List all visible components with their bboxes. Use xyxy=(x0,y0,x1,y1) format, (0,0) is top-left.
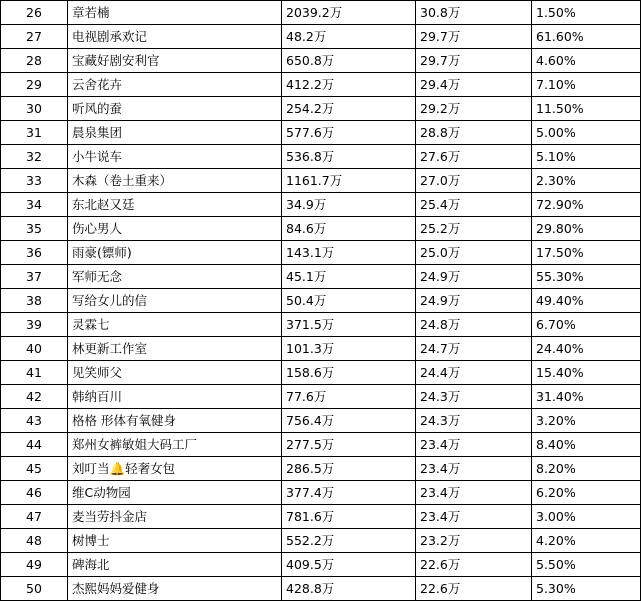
metric-value-cell: 24.3万 xyxy=(416,409,532,433)
follower-count-cell: 77.6万 xyxy=(282,385,416,409)
percentage-cell: 49.40% xyxy=(532,289,641,313)
rank-cell: 48 xyxy=(1,529,68,553)
rank-cell: 34 xyxy=(1,193,68,217)
table-row xyxy=(1,529,641,553)
follower-count-cell: 101.3万 xyxy=(282,337,416,361)
account-name-cell: 灵霖七 xyxy=(68,313,282,337)
table-row xyxy=(1,169,641,193)
table-row xyxy=(1,577,641,601)
follower-count-cell: 50.4万 xyxy=(282,289,416,313)
rank-cell: 33 xyxy=(1,169,68,193)
rank-cell: 26 xyxy=(1,1,68,25)
table-row xyxy=(1,193,641,217)
rank-cell: 44 xyxy=(1,433,68,457)
table-row xyxy=(1,433,641,457)
follower-count-cell: 1161.7万 xyxy=(282,169,416,193)
table-row xyxy=(1,265,641,289)
rank-cell: 37 xyxy=(1,265,68,289)
follower-count-cell: 428.8万 xyxy=(282,577,416,601)
percentage-cell: 3.00% xyxy=(532,505,641,529)
percentage-cell: 2.30% xyxy=(532,169,641,193)
account-name-cell: 维C动物园 xyxy=(68,481,282,505)
rank-cell: 47 xyxy=(1,505,68,529)
account-name-cell: 晨泉集团 xyxy=(68,121,282,145)
table-row xyxy=(1,409,641,433)
rank-cell: 30 xyxy=(1,97,68,121)
follower-count-cell: 143.1万 xyxy=(282,241,416,265)
account-name-cell: 麦当劳抖金店 xyxy=(68,505,282,529)
follower-count-cell: 48.2万 xyxy=(282,25,416,49)
metric-value-cell: 23.4万 xyxy=(416,505,532,529)
rank-cell: 39 xyxy=(1,313,68,337)
table-row xyxy=(1,1,641,25)
percentage-cell: 6.70% xyxy=(532,313,641,337)
percentage-cell: 1.50% xyxy=(532,1,641,25)
follower-count-cell: 412.2万 xyxy=(282,73,416,97)
percentage-cell: 31.40% xyxy=(532,385,641,409)
percentage-cell: 8.20% xyxy=(532,457,641,481)
rank-cell: 42 xyxy=(1,385,68,409)
rank-cell: 45 xyxy=(1,457,68,481)
percentage-cell: 24.40% xyxy=(532,337,641,361)
table-row xyxy=(1,145,641,169)
table-row xyxy=(1,481,641,505)
account-name-cell: 见笑师父 xyxy=(68,361,282,385)
percentage-cell: 5.10% xyxy=(532,145,641,169)
account-name-cell: 写给女儿的信 xyxy=(68,289,282,313)
account-name-cell: 听风的蚕 xyxy=(68,97,282,121)
follower-count-cell: 756.4万 xyxy=(282,409,416,433)
account-name-cell: 韩纳百川 xyxy=(68,385,282,409)
table-row xyxy=(1,385,641,409)
rank-cell: 38 xyxy=(1,289,68,313)
percentage-cell: 72.90% xyxy=(532,193,641,217)
account-name-cell: 林更新工作室 xyxy=(68,337,282,361)
rank-cell: 28 xyxy=(1,49,68,73)
account-name-cell: 树博士 xyxy=(68,529,282,553)
follower-count-cell: 536.8万 xyxy=(282,145,416,169)
metric-value-cell: 29.2万 xyxy=(416,97,532,121)
account-name-cell: 刘叮当🔔轻奢女包 xyxy=(68,457,282,481)
account-name-cell: 宝藏好剧安利官 xyxy=(68,49,282,73)
table-row xyxy=(1,241,641,265)
metric-value-cell: 24.9万 xyxy=(416,265,532,289)
follower-count-cell: 781.6万 xyxy=(282,505,416,529)
rank-cell: 27 xyxy=(1,25,68,49)
table-row xyxy=(1,313,641,337)
follower-count-cell: 577.6万 xyxy=(282,121,416,145)
follower-count-cell: 552.2万 xyxy=(282,529,416,553)
account-name-cell: 木森（卷土重来） xyxy=(68,169,282,193)
rank-cell: 49 xyxy=(1,553,68,577)
rank-cell: 32 xyxy=(1,145,68,169)
table-row xyxy=(1,121,641,145)
table-row xyxy=(1,217,641,241)
ranking-table-body xyxy=(1,1,641,601)
account-name-cell: 碑海北 xyxy=(68,553,282,577)
metric-value-cell: 30.8万 xyxy=(416,1,532,25)
metric-value-cell: 24.9万 xyxy=(416,289,532,313)
account-name-cell: 郑州女裤敏姐大码工厂 xyxy=(68,433,282,457)
table-row xyxy=(1,97,641,121)
metric-value-cell: 25.0万 xyxy=(416,241,532,265)
account-name-cell: 东北赵又廷 xyxy=(68,193,282,217)
metric-value-cell: 29.7万 xyxy=(416,25,532,49)
follower-count-cell: 45.1万 xyxy=(282,265,416,289)
account-name-cell: 雨豪(镖师) xyxy=(68,241,282,265)
table-row xyxy=(1,553,641,577)
percentage-cell: 55.30% xyxy=(532,265,641,289)
metric-value-cell: 29.4万 xyxy=(416,73,532,97)
table-row xyxy=(1,337,641,361)
rank-cell: 41 xyxy=(1,361,68,385)
metric-value-cell: 24.7万 xyxy=(416,337,532,361)
follower-count-cell: 84.6万 xyxy=(282,217,416,241)
metric-value-cell: 24.4万 xyxy=(416,361,532,385)
metric-value-cell: 28.8万 xyxy=(416,121,532,145)
percentage-cell: 15.40% xyxy=(532,361,641,385)
rank-cell: 35 xyxy=(1,217,68,241)
metric-value-cell: 25.2万 xyxy=(416,217,532,241)
metric-value-cell: 23.4万 xyxy=(416,433,532,457)
follower-count-cell: 254.2万 xyxy=(282,97,416,121)
table-row xyxy=(1,73,641,97)
percentage-cell: 4.20% xyxy=(532,529,641,553)
account-name-cell: 格格 形体有氧健身 xyxy=(68,409,282,433)
metric-value-cell: 25.4万 xyxy=(416,193,532,217)
metric-value-cell: 22.6万 xyxy=(416,553,532,577)
table-row xyxy=(1,361,641,385)
rank-cell: 36 xyxy=(1,241,68,265)
percentage-cell: 17.50% xyxy=(532,241,641,265)
table-row xyxy=(1,25,641,49)
account-name-cell: 章若楠 xyxy=(68,1,282,25)
table-row xyxy=(1,505,641,529)
account-name-cell: 云舍花卉 xyxy=(68,73,282,97)
rank-cell: 43 xyxy=(1,409,68,433)
percentage-cell: 7.10% xyxy=(532,73,641,97)
follower-count-cell: 371.5万 xyxy=(282,313,416,337)
follower-count-cell: 377.4万 xyxy=(282,481,416,505)
percentage-cell: 29.80% xyxy=(532,217,641,241)
account-name-cell: 小牛说车 xyxy=(68,145,282,169)
percentage-cell: 8.40% xyxy=(532,433,641,457)
table-row xyxy=(1,289,641,313)
percentage-cell: 5.00% xyxy=(532,121,641,145)
account-name-cell: 军师无念 xyxy=(68,265,282,289)
percentage-cell: 5.30% xyxy=(532,577,641,601)
metric-value-cell: 24.8万 xyxy=(416,313,532,337)
rank-cell: 46 xyxy=(1,481,68,505)
metric-value-cell: 22.6万 xyxy=(416,577,532,601)
account-name-cell: 伤心男人 xyxy=(68,217,282,241)
account-name-cell: 杰熙妈妈爱健身 xyxy=(68,577,282,601)
metric-value-cell: 23.2万 xyxy=(416,529,532,553)
percentage-cell: 61.60% xyxy=(532,25,641,49)
rank-cell: 50 xyxy=(1,577,68,601)
percentage-cell: 4.60% xyxy=(532,49,641,73)
follower-count-cell: 277.5万 xyxy=(282,433,416,457)
follower-count-cell: 2039.2万 xyxy=(282,1,416,25)
percentage-cell: 3.20% xyxy=(532,409,641,433)
metric-value-cell: 23.4万 xyxy=(416,457,532,481)
follower-count-cell: 409.5万 xyxy=(282,553,416,577)
table-row xyxy=(1,49,641,73)
account-name-cell: 电视剧承欢记 xyxy=(68,25,282,49)
follower-count-cell: 158.6万 xyxy=(282,361,416,385)
metric-value-cell: 27.0万 xyxy=(416,169,532,193)
metric-value-cell: 24.3万 xyxy=(416,385,532,409)
percentage-cell: 6.20% xyxy=(532,481,641,505)
follower-count-cell: 650.8万 xyxy=(282,49,416,73)
percentage-cell: 11.50% xyxy=(532,97,641,121)
metric-value-cell: 23.4万 xyxy=(416,481,532,505)
metric-value-cell: 29.7万 xyxy=(416,49,532,73)
table-row xyxy=(1,457,641,481)
follower-count-cell: 34.9万 xyxy=(282,193,416,217)
percentage-cell: 5.50% xyxy=(532,553,641,577)
metric-value-cell: 27.6万 xyxy=(416,145,532,169)
rank-cell: 29 xyxy=(1,73,68,97)
follower-count-cell: 286.5万 xyxy=(282,457,416,481)
rank-cell: 31 xyxy=(1,121,68,145)
rank-cell: 40 xyxy=(1,337,68,361)
